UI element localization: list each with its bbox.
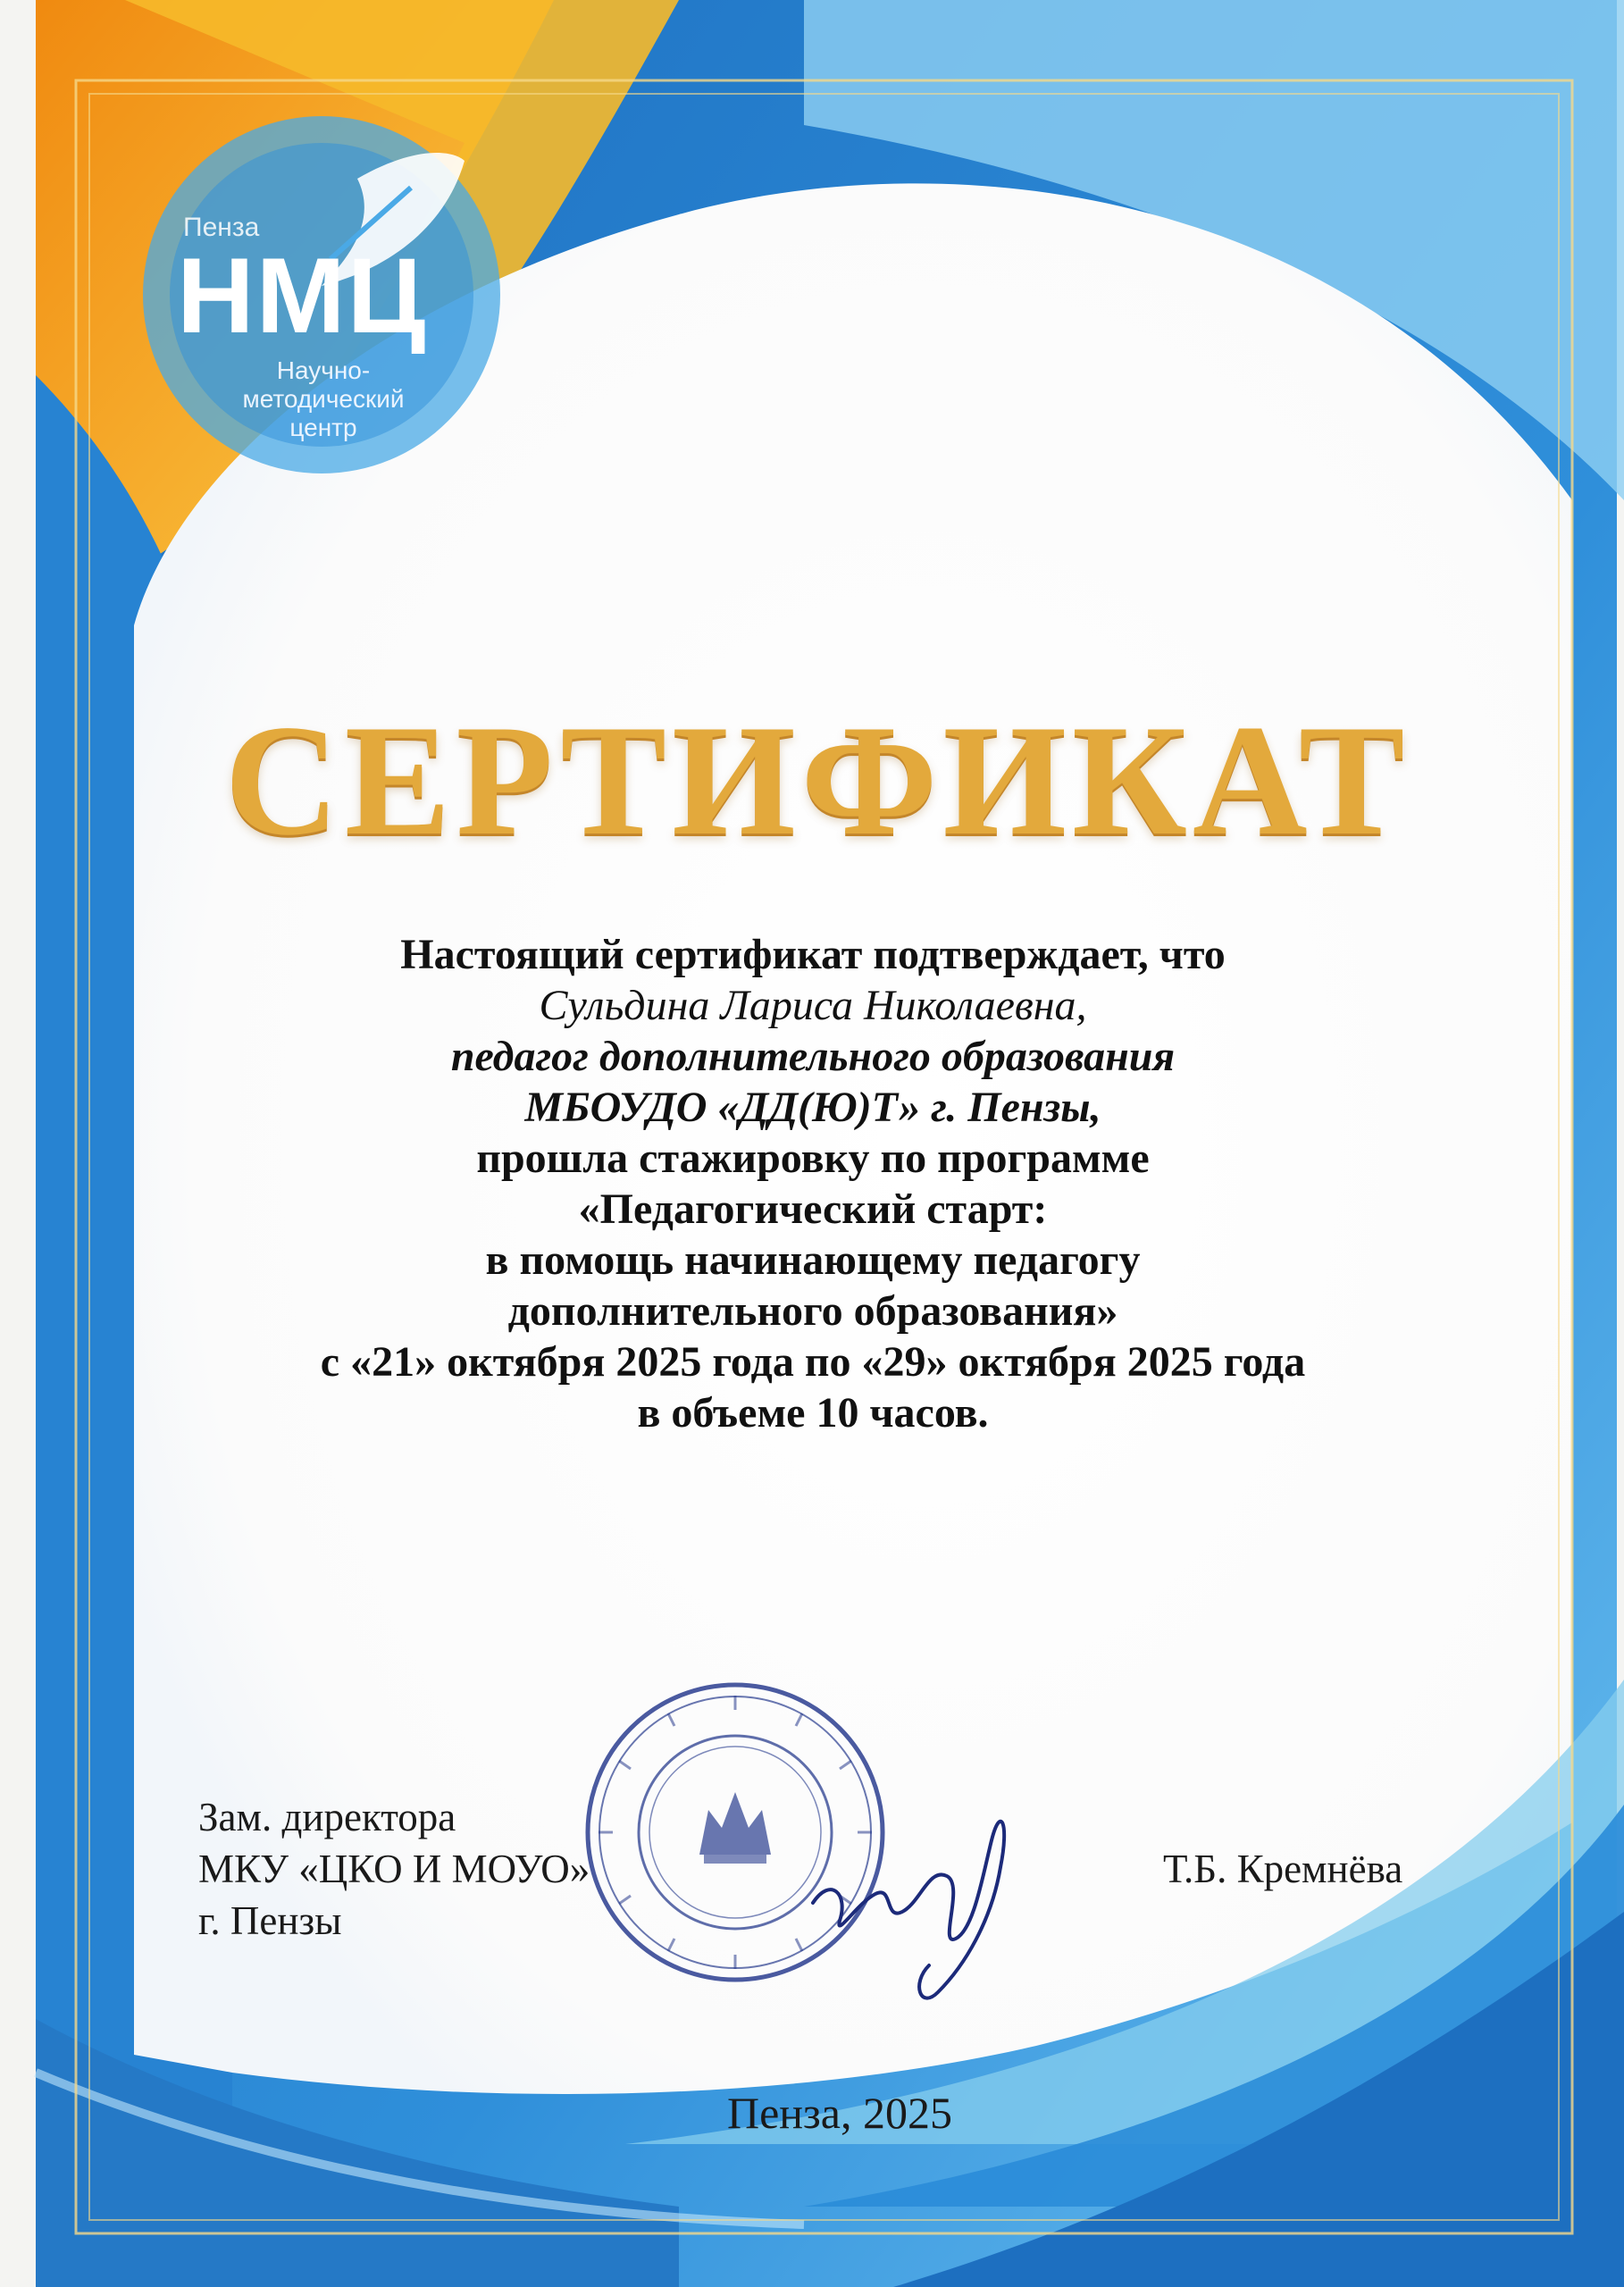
recipient-organization: МБОУДО «ДД(Ю)Т» г. Пензы, xyxy=(524,1084,1101,1131)
logo-abbreviation: НМЦ xyxy=(177,236,428,356)
program-line2: в помощь начинающему педагогу xyxy=(485,1236,1141,1284)
body-intro: Настоящий сертификат подтверждает, что xyxy=(400,931,1226,978)
program-line3: дополнительного образования» xyxy=(507,1287,1118,1335)
handwritten-signature xyxy=(786,1769,1036,2019)
logo-subtitle-line1: Научно- xyxy=(276,356,371,384)
logo-subtitle-line2: методический xyxy=(242,385,405,413)
program-line1: «Педагогический старт: xyxy=(578,1185,1048,1233)
signer-position-line2: МКУ «ЦКО И МОУО» xyxy=(198,1847,590,1891)
certificate-body xyxy=(179,929,1447,1438)
recipient-position: педагог дополнительного образования xyxy=(450,1033,1176,1080)
certificate-title: СЕРТИФИКАТ xyxy=(224,691,1411,868)
internship-dates: с «21» октября 2025 года по «29» октября 2025 года xyxy=(320,1338,1306,1386)
logo-city: Пенза xyxy=(183,213,260,242)
signer-position-line1: Зам. директора xyxy=(198,1795,456,1839)
signer-position-line3: г. Пензы xyxy=(198,1898,342,1943)
recipient-name: Сульдина Лариса Николаевна, xyxy=(539,982,1087,1029)
footer-place-year: Пенза, 2025 xyxy=(726,2088,952,2138)
logo-subtitle-line3: центр xyxy=(289,414,357,441)
signer-name: Т.Б. Кремнёва xyxy=(1163,1847,1403,1891)
internship-volume: в объеме 10 часов. xyxy=(637,1389,989,1437)
body-internship: прошла стажировку по программе xyxy=(476,1135,1150,1182)
